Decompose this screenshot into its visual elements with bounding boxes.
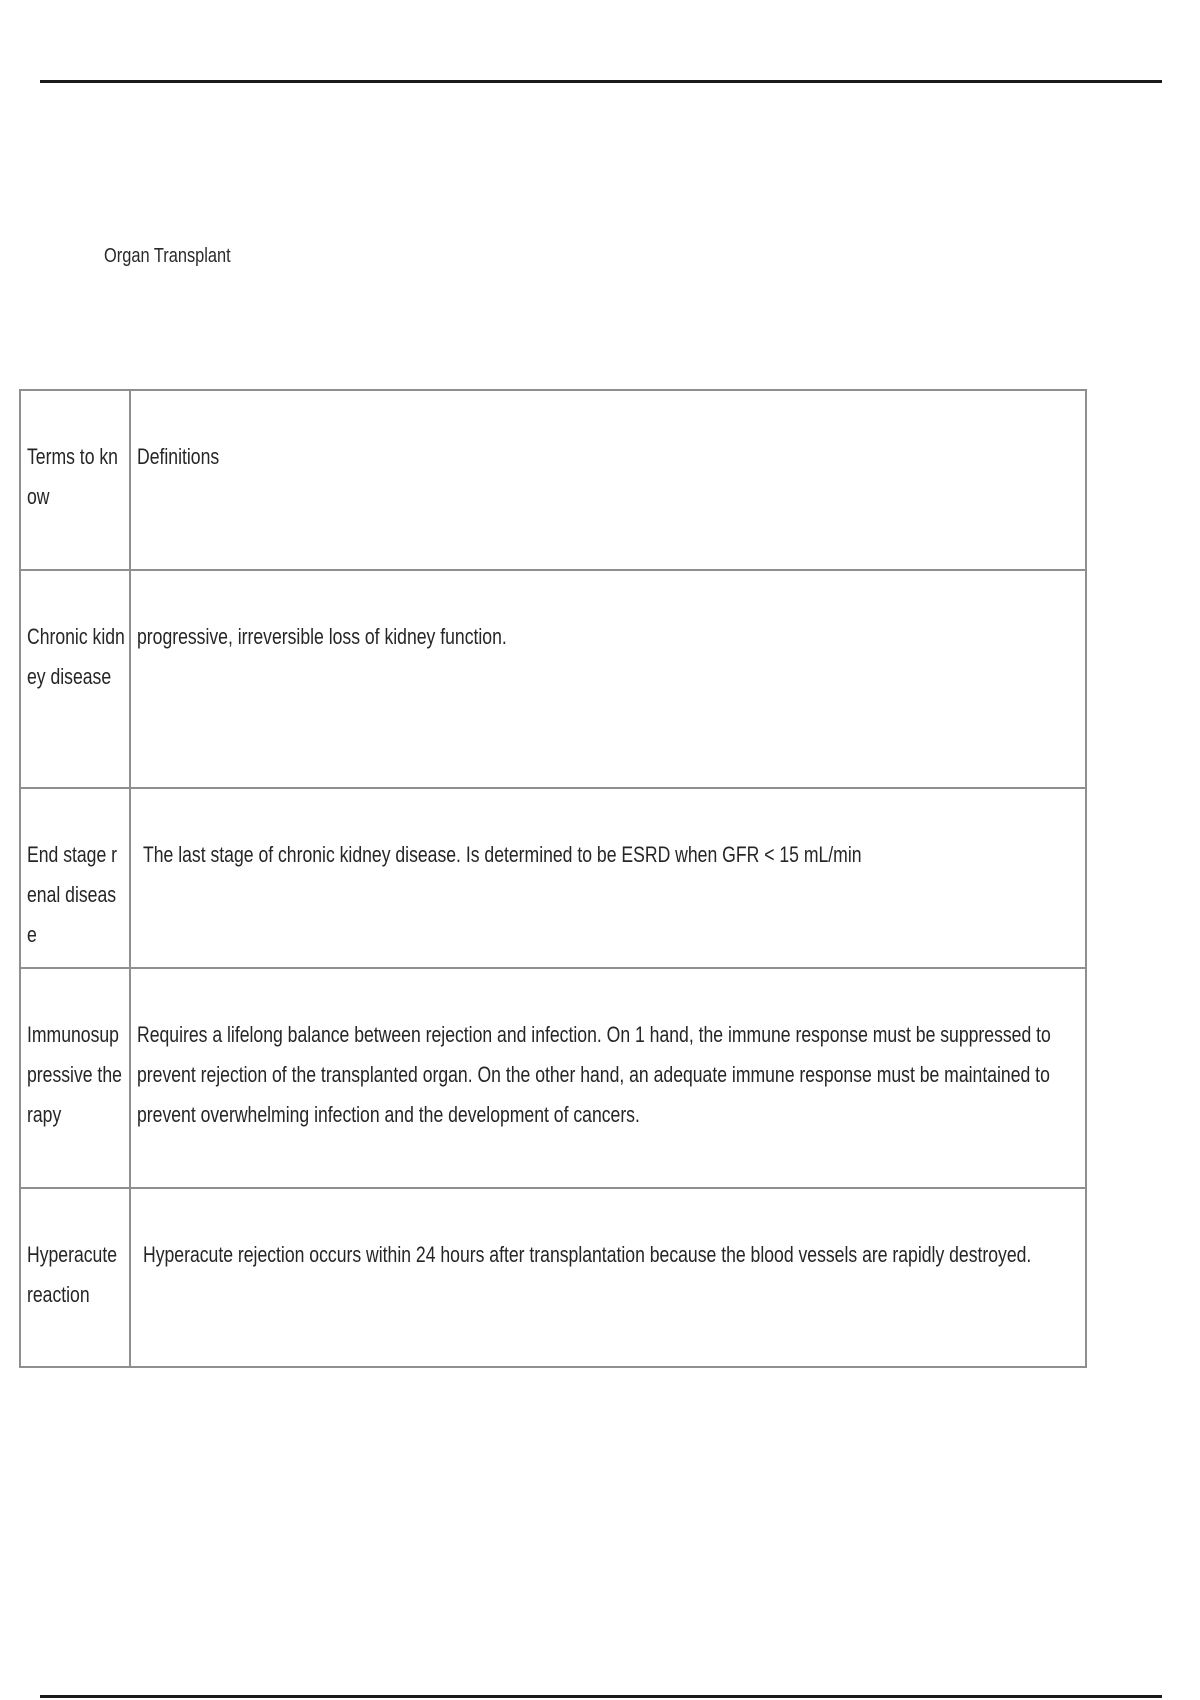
header-cell-definitions (130, 390, 1086, 570)
term-label: End stage renal disease (27, 842, 118, 947)
header-rule (40, 80, 1162, 83)
definition-text: progressive, irreversible loss of kidney function. (137, 624, 507, 649)
term-cell (20, 1188, 130, 1367)
definition-text: Hyperacute rejection occurs within 24 hours after transplantation because the blood vessels are rapidly destroyed. (143, 1242, 1032, 1267)
definition-cell (130, 570, 1086, 788)
term-cell (20, 788, 130, 968)
term-label: Hyperacute reaction (27, 1242, 118, 1307)
term-label: Chronic kidney disease (27, 624, 125, 689)
header-terms-label: Terms to know (27, 444, 118, 509)
document-title: Organ Transplant (104, 245, 231, 267)
table-row (20, 788, 1086, 968)
terms-table (19, 389, 1087, 1368)
table-header-row (20, 390, 1086, 570)
header-definitions-label: Definitions (137, 444, 220, 469)
header-cell-terms (20, 390, 130, 570)
term-label: Immunosuppressive therapy (27, 1022, 122, 1127)
definition-cell (130, 1188, 1086, 1367)
table-row (20, 570, 1086, 788)
definition-text: Requires a lifelong balance between rejection and infection. On 1 hand, the immune response must be suppressed to prevent rejection of the transplanted organ. On the other hand, an adequate immune response must be maintained to prevent overwhelming infection and the development of cancers. (137, 1022, 1051, 1127)
definition-cell (130, 968, 1086, 1188)
table-row (20, 968, 1086, 1188)
footer-rule (40, 1695, 1162, 1698)
table-row (20, 1188, 1086, 1367)
definition-cell (130, 788, 1086, 968)
definition-text: The last stage of chronic kidney disease. Is determined to be ESRD when GFR < 15 mL/min (143, 842, 862, 867)
term-cell (20, 570, 130, 788)
term-cell (20, 968, 130, 1188)
